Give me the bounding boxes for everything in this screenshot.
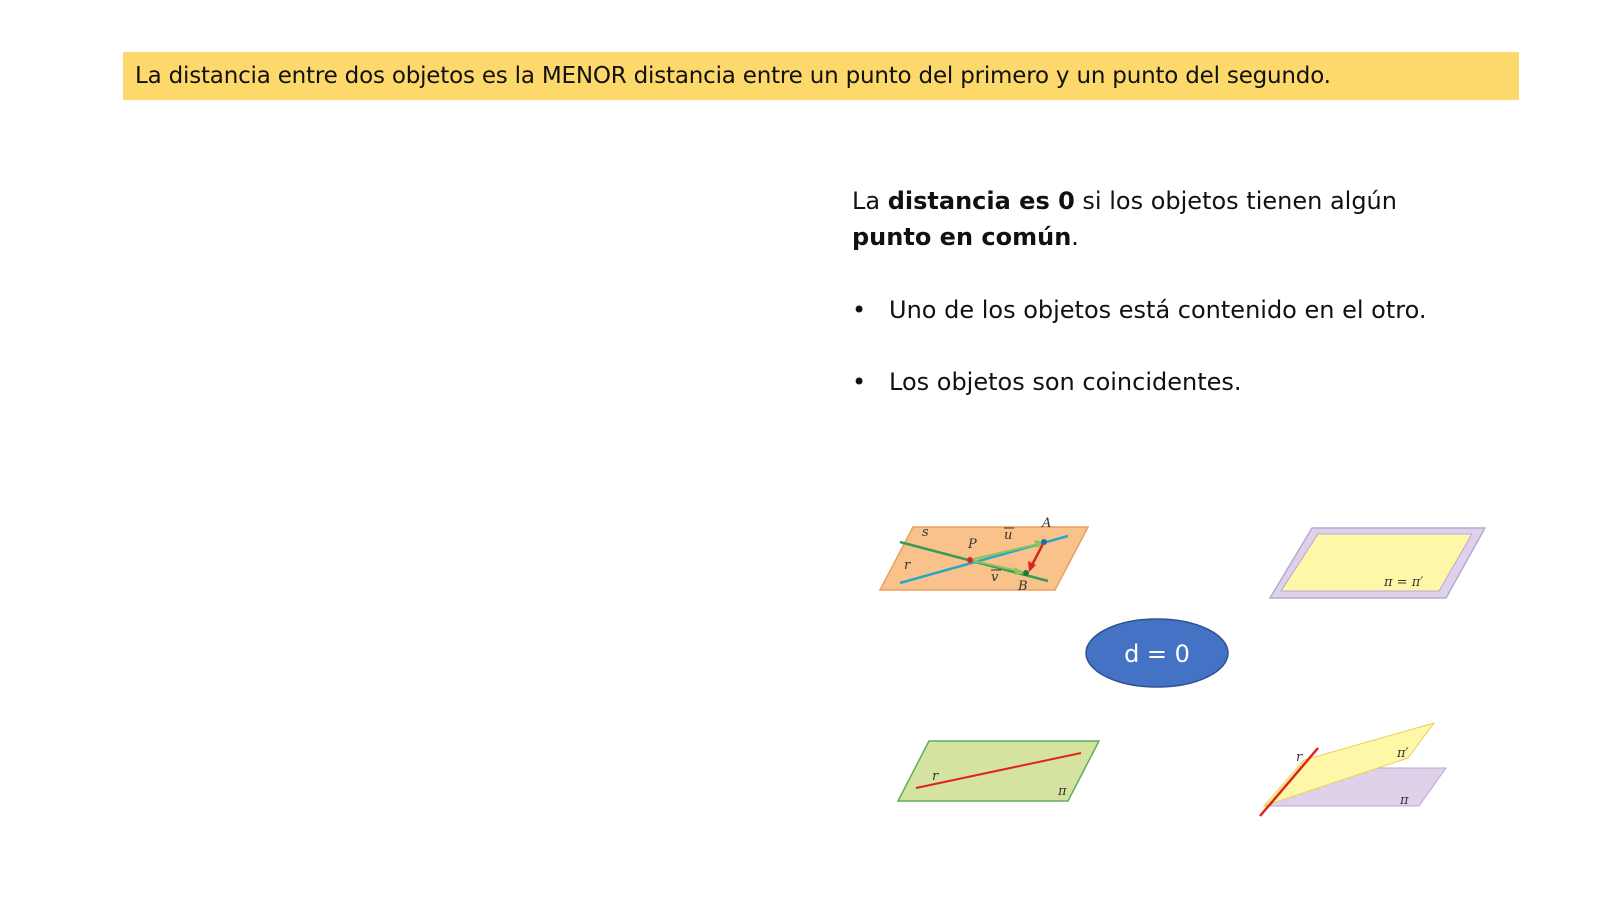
banner-text: La distancia entre dos objetos es la MENOR distancia entre un punto del primero y un punto del segundo.: [135, 63, 1331, 89]
line-in-plane-figure: [896, 738, 1104, 806]
point-p: [967, 557, 973, 563]
bullet-text: Uno de los objetos está contenido en el otro.: [889, 296, 1427, 324]
label-a: A: [1042, 516, 1052, 531]
label-u: u: [1004, 528, 1013, 543]
intro-text-2: si los objetos tienen algún: [1074, 187, 1397, 215]
label-r: r: [904, 558, 911, 573]
coincident-planes-figure: [1268, 525, 1488, 603]
distance-zero-badge: [1084, 617, 1230, 689]
intro-text-1: La: [852, 187, 888, 215]
label-pi: π: [1400, 793, 1409, 808]
badge-label: d = 0: [1124, 640, 1190, 668]
bullet-text: Los objetos son coincidentes.: [889, 368, 1242, 396]
label-pi-prime: π′: [1397, 746, 1409, 761]
bullet-list: [852, 292, 1552, 436]
bullet-item: [852, 364, 1552, 400]
intersecting-planes-figure: [1256, 718, 1452, 820]
label-p: P: [968, 537, 977, 552]
intro-text: [852, 183, 1552, 255]
bullet-item: [852, 292, 1552, 328]
label-v: v: [991, 570, 999, 585]
label-b: B: [1018, 579, 1028, 594]
label-r: r: [1296, 750, 1303, 765]
label-pi-equal: π = π′: [1384, 575, 1424, 590]
intro-text-3: .: [1071, 223, 1079, 251]
label-r: r: [932, 769, 939, 784]
label-s: s: [922, 525, 929, 540]
definition-banner: [123, 52, 1519, 100]
bullet-marker: •: [852, 296, 867, 324]
point-a: [1041, 539, 1047, 545]
bullet-marker: •: [852, 368, 867, 396]
lines-in-plane-figure: [878, 515, 1093, 595]
label-pi: π: [1058, 784, 1067, 799]
point-b: [1023, 570, 1029, 576]
intro-bold-1: distancia es 0: [887, 187, 1075, 215]
intro-bold-2: punto en común: [852, 223, 1072, 251]
